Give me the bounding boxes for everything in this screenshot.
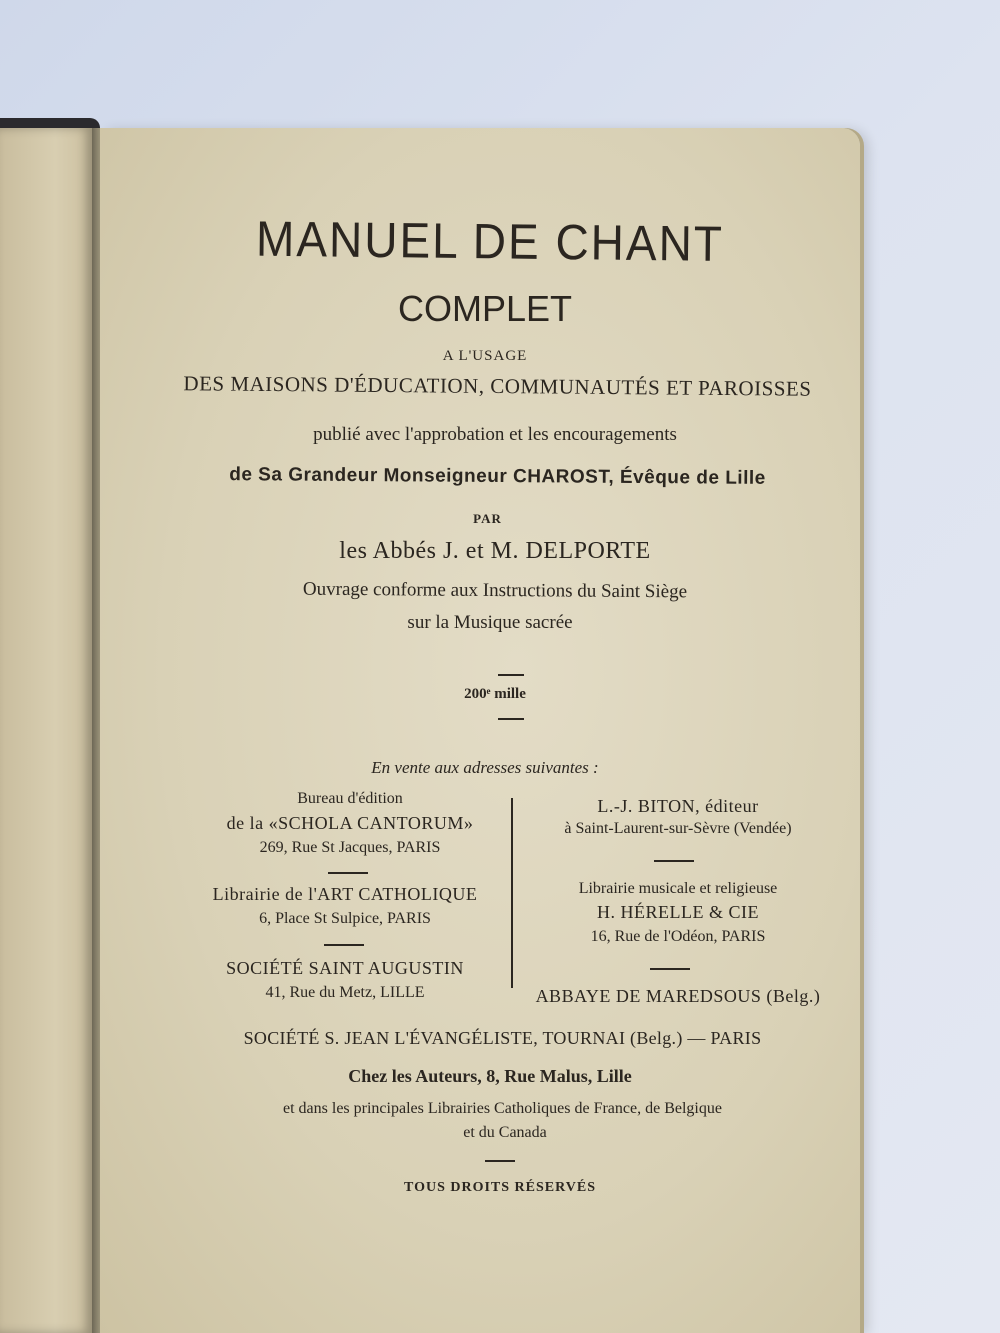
rule-bottom (498, 718, 524, 720)
grandeur-line: de Sa Grandeur Monseigneur CHAROST, Évêque de Lille (229, 464, 766, 489)
right-rule-1 (654, 860, 694, 862)
right-address-2-line-2: H. HÉRELLE & CIE (597, 902, 759, 922)
en-vente-line: En vente aux adresses suivantes : (371, 758, 599, 777)
societe-jean-line: SOCIÉTÉ S. JEAN L'ÉVANGÉLISTE, TOURNAI (Belg.) — PARIS (243, 1028, 762, 1048)
book-title: MANUEL DE CHANT (255, 210, 725, 272)
authors-line: les Abbés J. et M. DELPORTE (339, 538, 651, 564)
left-address-2-line-1: Librairie de l'ART CATHOLIQUE (212, 884, 478, 904)
chez-line: Chez les Auteurs, 8, Rue Malus, Lille (348, 1066, 632, 1086)
left-address-1-line-1: Bureau d'édition (297, 790, 403, 807)
column-divider (511, 798, 513, 988)
edition-line: 200ᵉ mille (464, 686, 526, 702)
par-line: PAR (473, 511, 502, 526)
ouvrage-line-1: Ouvrage conforme aux Instructions du Saint Siège (302, 578, 688, 603)
ouvrage-line-2: sur la Musique sacrée (407, 612, 573, 633)
rule-footer (485, 1160, 515, 1162)
left-address-1-line-3: 269, Rue St Jacques, PARIS (259, 839, 441, 856)
right-address-2-line-3: 16, Rue de l'Odéon, PARIS (590, 928, 766, 945)
left-address-3-line-2: 41, Rue du Metz, LILLE (265, 984, 425, 1001)
canada-line: et du Canada (463, 1124, 547, 1141)
right-address-1-line-1: L.-J. BITON, éditeur (597, 796, 759, 816)
rule-top (498, 674, 524, 676)
right-address-3-line-1: ABBAYE DE MAREDSOUS (Belg.) (535, 986, 821, 1006)
title-page (100, 128, 860, 1333)
usage-line: A L'USAGE (442, 348, 528, 364)
left-address-2-line-2: 6, Place St Sulpice, PARIS (259, 910, 431, 927)
publie-line: publié avec l'approbation et les encouragements (313, 424, 677, 445)
right-address-1-line-2: à Saint-Laurent-sur-Sèvre (Vendée) (564, 820, 792, 837)
book-subtitle: COMPLET (397, 288, 573, 329)
left-address-1-line-2: de la «SCHOLA CANTORUM» (226, 813, 474, 833)
left-rule-2 (324, 944, 364, 946)
left-address-3-line-1: SOCIÉTÉ SAINT AUGUSTIN (226, 958, 464, 978)
left-page (0, 128, 92, 1333)
left-rule-1 (328, 872, 368, 874)
principales-line: et dans les principales Librairies Catholiques de France, de Belgique (283, 1100, 722, 1117)
right-rule-2 (650, 968, 690, 970)
right-address-2-line-1: Librairie musicale et religieuse (578, 880, 778, 897)
maisons-line: DES MAISONS D'ÉDUCATION, COMMUNAUTÉS ET PAROISSES (183, 371, 812, 401)
rights-line: TOUS DROITS RÉSERVÉS (404, 1180, 596, 1195)
